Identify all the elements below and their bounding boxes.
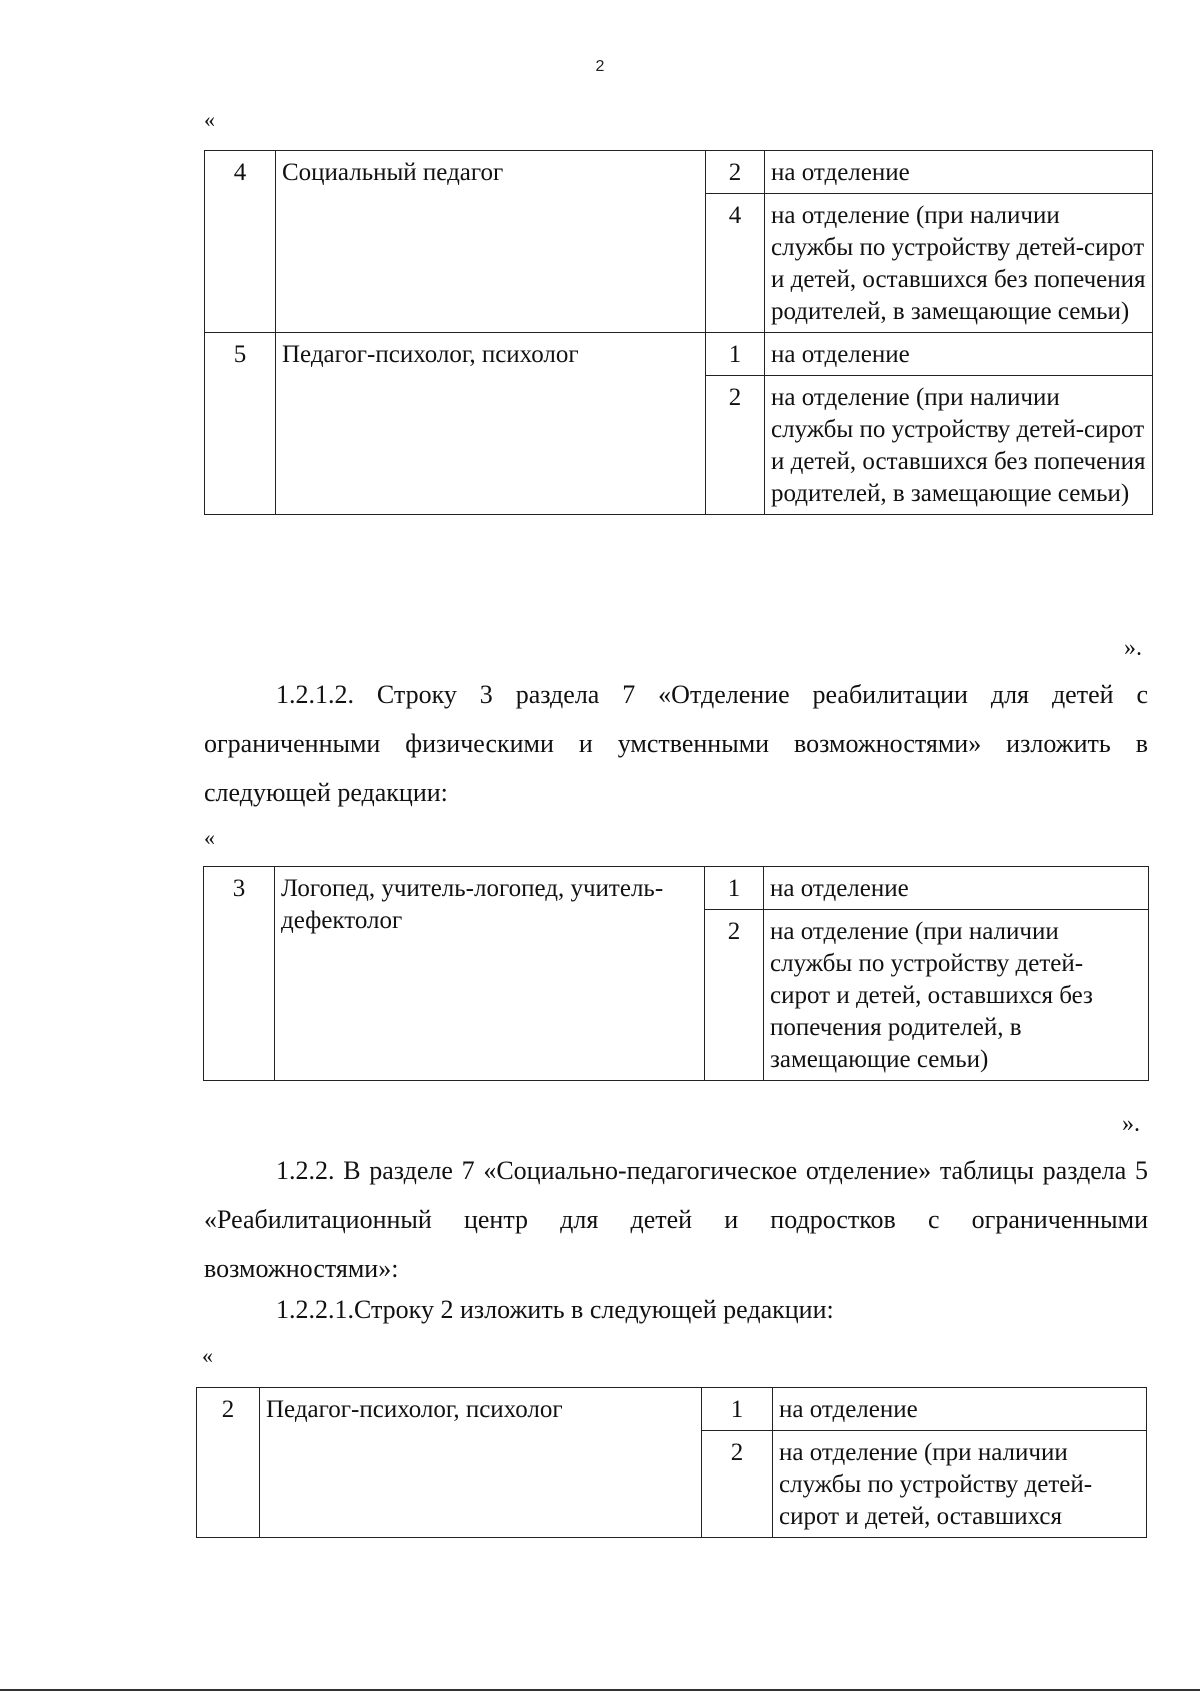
open-quote: « — [202, 1343, 213, 1368]
close-quote: ». — [1124, 635, 1142, 661]
staff-count: 2 — [702, 1431, 773, 1538]
open-quote: « — [204, 107, 215, 132]
table-row — [205, 333, 1153, 376]
staff-count: 1 — [702, 1388, 773, 1431]
staff-basis: на отделение (при наличии службы по устройству детей-сирот и детей, оставшихся без попечения родителей, в замещающие семьи) — [765, 194, 1153, 333]
staff-table-2 — [203, 866, 1149, 1081]
position-title: Логопед, учитель-логопед, учитель-дефектолог — [275, 867, 705, 1081]
table-row — [205, 151, 1153, 194]
staff-basis: на отделение (при наличии службы по устройству детей-сирот и детей, оставшихся без попечения родителей, в замещающие семьи) — [765, 376, 1153, 515]
amendment-paragraph: 1.2.2. В разделе 7 «Социально-педагогическое отделение» таблицы раздела 5 «Реабилитационный центр для детей и подростков с ограниченными возможностями»: — [204, 1156, 1148, 1283]
row-number: 3 — [204, 867, 275, 1081]
row-number: 5 — [205, 333, 276, 515]
staff-basis: на отделение — [765, 151, 1153, 194]
staff-basis: на отделение — [765, 333, 1153, 376]
staff-basis: на отделение (при наличии службы по устройству детей-сирот и детей, оставшихся — [773, 1431, 1147, 1538]
page-bottom-rule — [0, 1689, 1200, 1691]
staff-count: 2 — [705, 910, 764, 1081]
staff-table-1 — [204, 150, 1153, 515]
staff-basis: на отделение (при наличии службы по устройству детей-сирот и детей, оставшихся без попечения родителей, в замещающие семьи) — [764, 910, 1149, 1081]
row-number: 2 — [197, 1388, 260, 1538]
staff-table-3 — [196, 1387, 1147, 1538]
position-title: Социальный педагог — [276, 151, 706, 333]
staff-basis: на отделение — [764, 867, 1149, 910]
page-number: 2 — [595, 58, 605, 75]
row-number: 4 — [205, 151, 276, 333]
staff-count: 4 — [706, 194, 765, 333]
amendment-paragraph: 1.2.1.2. Строку 3 раздела 7 «Отделение реабилитации для детей с ограниченными физическими и умственными возможностями» изложить в следующей редакции: — [204, 680, 1148, 807]
close-quote: ». — [1122, 1111, 1140, 1137]
staff-count: 2 — [706, 376, 765, 515]
staff-count: 2 — [706, 151, 765, 194]
staff-count: 1 — [706, 333, 765, 376]
open-quote: « — [204, 825, 215, 850]
position-title: Педагог-психолог, психолог — [260, 1388, 702, 1538]
table-row — [204, 867, 1149, 910]
position-title: Педагог-психолог, психолог — [276, 333, 706, 515]
table-row — [197, 1388, 1147, 1431]
staff-basis: на отделение — [773, 1388, 1147, 1431]
staff-count: 1 — [705, 867, 764, 910]
amendment-paragraph: 1.2.2.1.Строку 2 изложить в следующей редакции: — [276, 1295, 834, 1324]
